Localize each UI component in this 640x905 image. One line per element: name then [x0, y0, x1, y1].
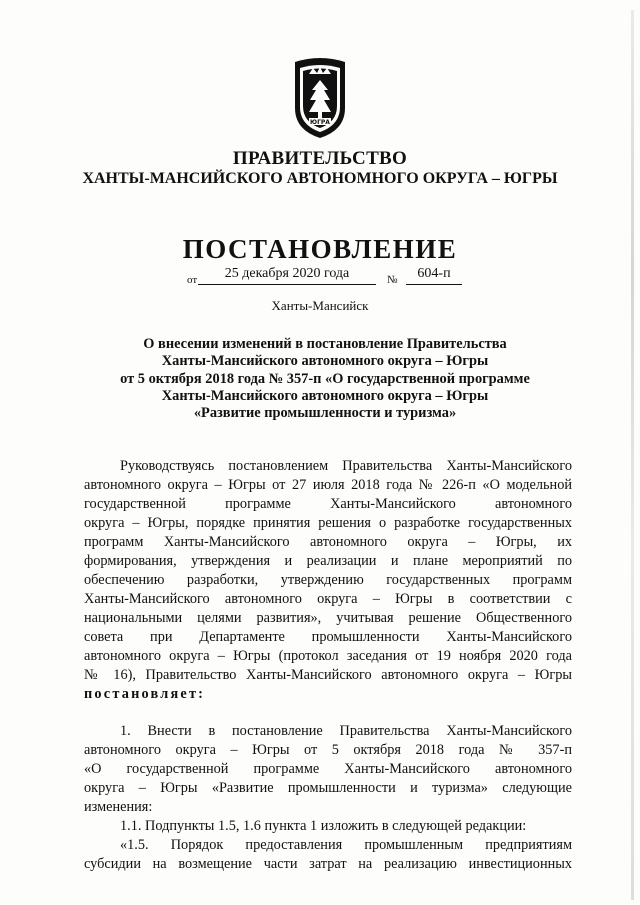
svg-text:ЮГРА: ЮГРА [310, 119, 330, 126]
region-heading: ХАНТЫ-МАНСИЙСКОГО АВТОНОМНОГО ОКРУГА – ЮГРЫ [82, 170, 558, 187]
title-line: «Развитие промышленности и туризма» [193, 405, 457, 422]
body-line: национальными целями развития», учитывая решение Общественного [84, 610, 572, 626]
body-line: автономного округа – Югры (протокол заседания от 19 ноября 2020 года [84, 648, 572, 664]
body-line: 1. Внести в постановление Правительства Ханты-Мансийского [120, 723, 572, 739]
body-line: обеспечению разработки, утверждению государственных программ [84, 572, 572, 588]
document-date: 25 декабря 2020 года [198, 266, 376, 285]
body-line: автономного округа – Югры от 27 июля 2018 года № 226-п «О модельной [84, 477, 572, 493]
resolves-word: постановляет: [84, 686, 206, 702]
body-line: государственной программе Ханты-Мансийского автономного [84, 496, 572, 512]
body-line: № 16), Правительство Ханты-Мансийского автономного округа – Югры [84, 667, 572, 683]
body-line: округа – Югры «Развитие промышленности и туризма» следующие [84, 780, 572, 796]
city: Ханты-Мансийск [271, 298, 369, 313]
government-heading: ПРАВИТЕЛЬСТВО [232, 148, 408, 169]
title-line: О внесении изменений в постановление Правительства [143, 336, 507, 352]
title-line: от 5 октября 2018 года № 357-п «О государственной программе [120, 370, 530, 387]
document-title [60, 336, 590, 422]
body-line: 1.1. Подпункты 1.5, 1.6 пункта 1 изложить в следующей редакции: [120, 818, 527, 834]
body-line: Ханты-Мансийского автономного округа – Югры в соответствии с [84, 591, 572, 607]
body-line: автономного округа – Югры от 5 октября 2018 года № 357-п [84, 742, 572, 758]
body-line: Руководствуясь постановлением Правительства Ханты-Мансийского [120, 458, 572, 474]
body-line: округа – Югры, порядке принятия решения о разработке государственных [84, 515, 572, 531]
title-line: Ханты-Мансийского автономного округа – Югры [161, 387, 489, 404]
date-prefix: от [187, 274, 198, 286]
body-line: «О государственной программе Ханты-Мансийского автономного [84, 761, 572, 777]
title-line: Ханты-Мансийского автономного округа – Югры [161, 353, 489, 370]
number-prefix: № [387, 274, 398, 286]
body-line: программ Ханты-Мансийского автономного округа – Югры, их [84, 534, 572, 550]
body-line: формирования, утверждения и реализации и плане мероприятий по [84, 553, 572, 569]
document-type: ПОСТАНОВЛЕНИЕ [182, 234, 458, 264]
body-line: субсидии на возмещение части затрат на реализацию инвестиционных [84, 856, 572, 872]
body-line: «1.5. Порядок предоставления промышленным предприятиям [120, 837, 572, 853]
scan-edge [631, 10, 634, 900]
date-number-line [0, 266, 640, 290]
document-number: 604-п [406, 266, 462, 285]
body-line: совета при Департаменте промышленности Ханты-Мансийского [84, 629, 572, 645]
body-line: изменения: [84, 799, 153, 815]
coat-of-arms-icon [287, 56, 353, 140]
